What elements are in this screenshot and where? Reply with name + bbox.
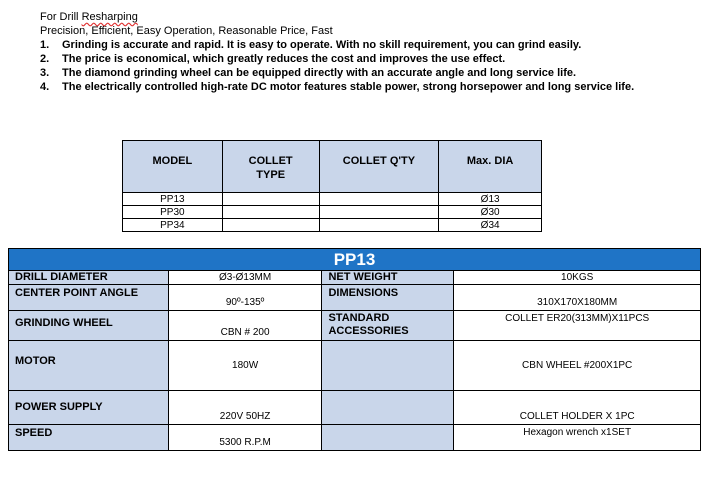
cell-model: PP34	[123, 219, 223, 232]
table-row	[9, 285, 701, 311]
spec-value: CBN WHEEL #200X1PC	[454, 341, 701, 391]
spec-label: MOTOR	[9, 341, 169, 391]
spec-label: STANDARD ACCESSORIES	[322, 311, 454, 341]
feature-point-3: 3. The diamond grinding wheel can be equipped directly with an accurate angle and long service life.	[40, 67, 577, 79]
spec-label: GRINDING WHEEL	[9, 311, 169, 341]
spec-label: POWER SUPPLY	[9, 391, 169, 425]
header-collet-qty: COLLET Q'TY	[319, 141, 439, 193]
cell-collet-type	[222, 193, 319, 206]
intro-tagline: Precision, Efficient, Easy Operation, Reasonable Price, Fast	[40, 25, 333, 37]
spec-label	[322, 425, 454, 451]
model-table	[122, 140, 542, 232]
spec-label	[322, 391, 454, 425]
spec-value: 10KGS	[454, 271, 701, 285]
cell-collet-type	[222, 206, 319, 219]
cell-collet-type	[222, 219, 319, 232]
table-row	[9, 311, 701, 341]
header-collet-type: COLLET TYPE	[222, 141, 319, 193]
spec-label: SPEED	[9, 425, 169, 451]
intro-heading	[40, 10, 634, 24]
table-row	[123, 219, 542, 232]
table-row	[123, 206, 542, 219]
feature-point-1: 1. Grinding is accurate and rapid. It is easy to operate. With no skill requirement, you can grind easily.	[40, 39, 582, 51]
cell-model: PP30	[123, 206, 223, 219]
table-row	[9, 425, 701, 451]
spec-value: Ø3-Ø13MM	[168, 271, 322, 285]
cell-model: PP13	[123, 193, 223, 206]
table-row	[9, 271, 701, 285]
intro-text	[40, 10, 634, 94]
header-max-dia: Max. DIA	[439, 141, 542, 193]
cell-collet-qty	[319, 219, 439, 232]
spec-value: 220V 50HZ	[168, 391, 322, 425]
feature-point-2: 2. The price is economical, which greatly reduces the cost and improves the use effect.	[40, 53, 506, 65]
table-row	[9, 341, 701, 391]
spec-title: PP13	[9, 249, 701, 271]
table-row	[123, 193, 542, 206]
spec-label: DIMENSIONS	[322, 285, 454, 311]
spec-value: CBN # 200	[168, 311, 322, 341]
spec-table	[8, 248, 701, 451]
cell-max-dia: Ø34	[439, 219, 542, 232]
spec-value: 180W	[168, 341, 322, 391]
spec-value: COLLET ER20(313MM)X11PCS	[454, 311, 701, 341]
spec-value: 90º-135º	[168, 285, 322, 311]
spec-value: Hexagon wrench x1SET	[454, 425, 701, 451]
spec-value: 5300 R.P.M	[168, 425, 322, 451]
model-table-header	[123, 141, 542, 193]
spec-label	[322, 341, 454, 391]
header-model: MODEL	[123, 141, 223, 193]
spec-value: 310X170X180MM	[454, 285, 701, 311]
cell-collet-qty	[319, 193, 439, 206]
feature-point-4: 4. The electrically controlled high-rate DC motor features stable power, strong horsepower and long service life.	[40, 81, 635, 93]
heading-word: Resharping	[81, 11, 138, 23]
spec-label: CENTER POINT ANGLE	[9, 285, 169, 311]
cell-collet-qty	[319, 206, 439, 219]
spec-value: COLLET HOLDER X 1PC	[454, 391, 701, 425]
heading-prefix: For Drill	[40, 11, 82, 23]
spec-label: NET WEIGHT	[322, 271, 454, 285]
cell-max-dia: Ø13	[439, 193, 542, 206]
spec-title-row	[9, 249, 701, 271]
spec-label: DRILL DIAMETER	[9, 271, 169, 285]
cell-max-dia: Ø30	[439, 206, 542, 219]
table-row	[9, 391, 701, 425]
